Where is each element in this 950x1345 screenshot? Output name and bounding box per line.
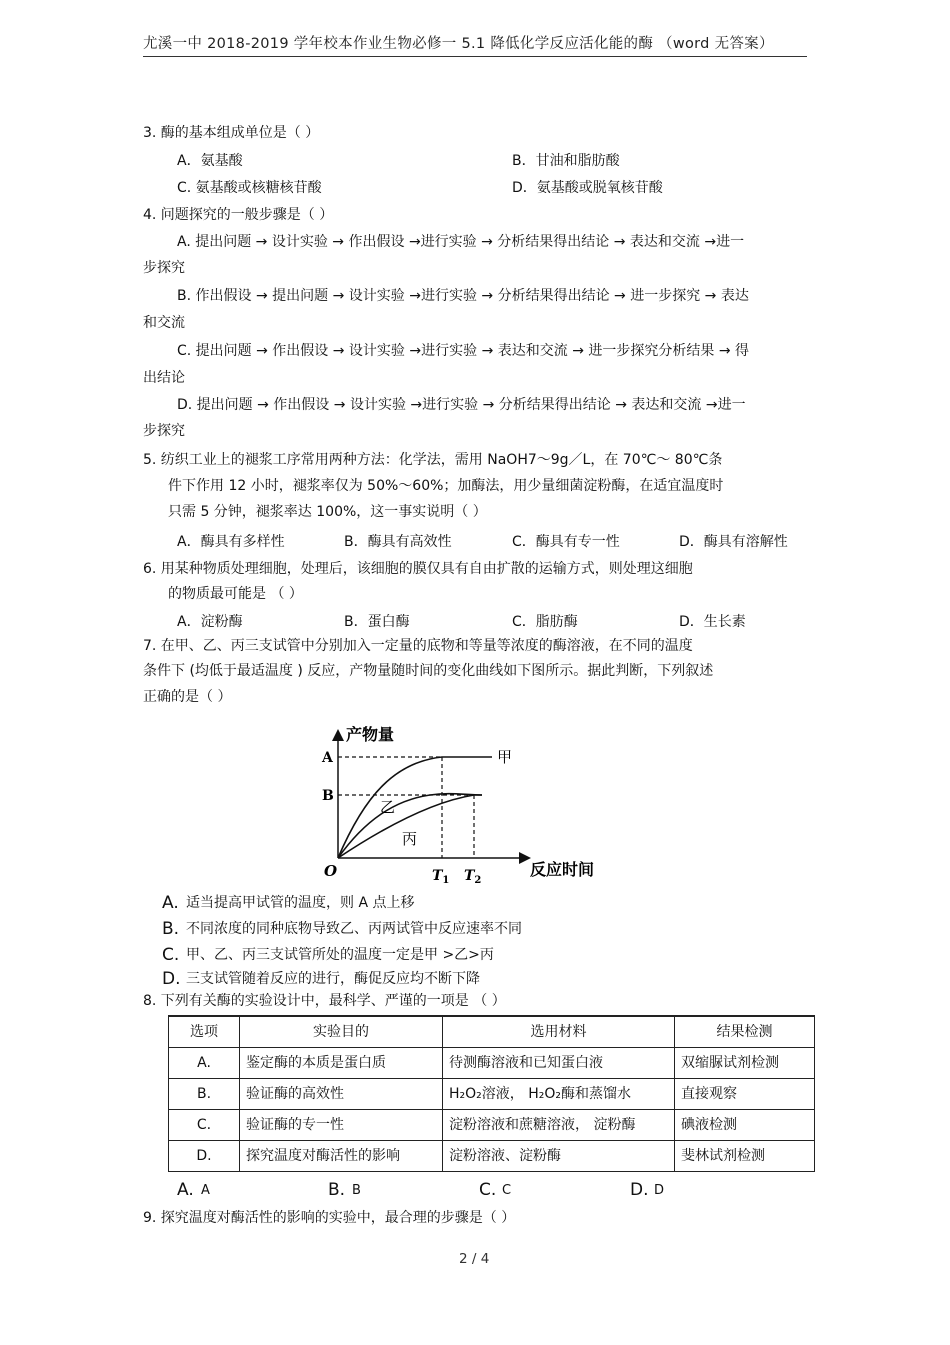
- y-mark-a: A: [322, 750, 333, 766]
- q7-chart: [310, 720, 610, 892]
- table-cell: 鉴定酶的本质是蛋白质: [240, 1048, 443, 1079]
- table-row: [169, 1079, 815, 1110]
- table-row: [169, 1048, 815, 1079]
- table-cell: 淀粉溶液、淀粉酶: [443, 1141, 675, 1172]
- x-axis-label: 反应时间: [530, 860, 595, 879]
- q8-option-c-letter: C.: [479, 1180, 497, 1200]
- q6-option-d: D．生长素: [679, 614, 746, 630]
- series-label-jia: 甲: [497, 748, 513, 766]
- q7-option-b-letter: B.: [162, 919, 180, 939]
- q8-option-b: B: [352, 1183, 361, 1198]
- table-cell: 碘液检测: [675, 1110, 815, 1141]
- page-header: 尤溪一中 2018-2019 学年校本作业生物必修一 5.1 降低化学反应活化能的酶 （word 无答案）: [143, 36, 774, 52]
- table-cell: 待测酶溶液和已知蛋白液: [443, 1048, 675, 1079]
- q4-option-c-cont: 出结论: [143, 370, 185, 386]
- series-label-yi: 乙: [380, 798, 396, 816]
- q4-stem: 4. 问题探究的一般步骤是（ ）: [143, 207, 334, 223]
- q5-line-3: 只需 5 分钟，褪浆率达 100%，这一事实说明（ ）: [168, 504, 487, 520]
- q5-line-2: 件下作用 12 小时，褪浆率仅为 50%～60%；加酶法，用少量细菌淀粉酶，在适宜温度时: [168, 478, 724, 494]
- q3-stem: 3. 酶的基本组成单位是（ ）: [143, 125, 320, 141]
- page-number: 2 / 4: [459, 1251, 490, 1267]
- table-cell: 验证酶的高效性: [240, 1079, 443, 1110]
- q4-option-c: C. 提出问题 → 作出假设 → 设计实验 →进行实验 → 表达和交流 → 进一步探究分析结果 → 得: [177, 343, 750, 359]
- q4-option-a: A. 提出问题 → 设计实验 → 作出假设 →进行实验 → 分析结果得出结论 → 表达和交流 →进一: [177, 234, 745, 250]
- q7-option-a-letter: A.: [162, 893, 179, 913]
- q6-option-a: A．淀粉酶: [177, 614, 243, 630]
- q3-option-b: B．甘油和脂肪酸: [512, 153, 620, 169]
- q9-stem: 9. 探究温度对酶活性的影响的实验中，最合理的步骤是（ ）: [143, 1210, 516, 1226]
- q5-option-a: A．酶具有多样性: [177, 534, 285, 550]
- x-mark-t1: $T_1$: [432, 868, 450, 886]
- q6-option-b: B．蛋白酶: [344, 614, 410, 630]
- q6-line-1: 6. 用某种物质处理细胞，处理后，该细胞的膜仅具有自由扩散的运输方式，则处理这细胞: [143, 561, 693, 577]
- table-cell: 斐林试剂检测: [675, 1141, 815, 1172]
- table-cell: D.: [169, 1141, 240, 1172]
- q4-option-d: D. 提出问题 → 作出假设 → 设计实验 →进行实验 → 分析结果得出结论 → 表达和交流 →进一: [177, 397, 746, 413]
- q3-option-d: D．氨基酸或脱氧核苷酸: [512, 180, 663, 196]
- q7-option-d-letter: D.: [162, 969, 181, 989]
- q8-option-b-letter: B.: [328, 1180, 346, 1200]
- table-header: 实验目的: [240, 1016, 443, 1048]
- q6-line-2: 的物质最可能是 （ ）: [168, 586, 303, 602]
- q4-option-d-cont: 步探究: [143, 423, 185, 439]
- table-cell: H₂O₂溶液， H₂O₂酶和蒸馏水: [443, 1079, 675, 1110]
- table-row: [169, 1141, 815, 1172]
- q8-option-a-letter: A.: [177, 1180, 194, 1200]
- q3-option-c: C. 氨基酸或核糖核苷酸: [177, 180, 322, 196]
- q4-option-a-cont: 步探究: [143, 260, 185, 276]
- q8-option-c: C: [502, 1183, 512, 1198]
- q7-line-2: 条件下 (均低于最适温度 ) 反应，产物量随时间的变化曲线如下图所示。据此判断，下列叙述: [143, 663, 714, 679]
- origin-label: O: [324, 862, 338, 880]
- table-header: 选项: [169, 1016, 240, 1048]
- q4-option-b: B. 作出假设 → 提出问题 → 设计实验 →进行实验 → 分析结果得出结论 → 进一步探究 → 表达: [177, 288, 749, 304]
- header-rule: [143, 56, 807, 57]
- q6-option-c: C．脂肪酶: [512, 614, 578, 630]
- q8-stem: 8. 下列有关酶的实验设计中，最科学、严谨的一项是 （ ）: [143, 993, 506, 1009]
- curve-yi: [338, 794, 482, 858]
- table-header-row: [169, 1016, 815, 1048]
- q5-option-d: D．酶具有溶解性: [679, 534, 788, 550]
- table-header: 选用材料: [443, 1016, 675, 1048]
- curve-bing: [338, 795, 482, 858]
- q8-option-d: D: [654, 1183, 665, 1198]
- x-mark-t2: $T_2$: [464, 868, 482, 886]
- series-label-bing: 丙: [402, 830, 418, 848]
- q5-line-1: 5. 纺织工业上的褪浆工序常用两种方法：化学法，需用 NaOH7～9g／L，在 70℃～ 80℃条: [143, 452, 723, 468]
- q7-option-a: 适当提高甲试管的温度，则 A 点上移: [186, 895, 415, 911]
- table-cell: 验证酶的专一性: [240, 1110, 443, 1141]
- q7-line-1: 7. 在甲、乙、丙三支试管中分别加入一定量的底物和等量等浓度的酶溶液，在不同的温度: [143, 638, 693, 654]
- q8-table: [168, 1015, 815, 1172]
- q7-option-c-letter: C.: [162, 945, 180, 965]
- y-mark-b: B: [322, 788, 334, 804]
- q3-option-a: A．氨基酸: [177, 153, 243, 169]
- q7-option-d: 三支试管随着反应的进行，酶促反应均不断下降: [186, 971, 480, 987]
- q5-option-b: B．酶具有高效性: [344, 534, 452, 550]
- q8-option-a: A: [201, 1183, 210, 1198]
- table-cell: A.: [169, 1048, 240, 1079]
- q7-line-3: 正确的是（ ）: [143, 689, 232, 705]
- q5-option-c: C．酶具有专一性: [512, 534, 620, 550]
- table-cell: 直接观察: [675, 1079, 815, 1110]
- table-cell: 探究温度对酶活性的影响: [240, 1141, 443, 1172]
- table-cell: B.: [169, 1079, 240, 1110]
- y-axis-label: 产物量: [346, 725, 395, 744]
- table-cell: C.: [169, 1110, 240, 1141]
- q7-option-b: 不同浓度的同种底物导致乙、丙两试管中反应速率不同: [186, 921, 522, 937]
- table-cell: 淀粉溶液和蔗糖溶液， 淀粉酶: [443, 1110, 675, 1141]
- table-cell: 双缩脲试剂检测: [675, 1048, 815, 1079]
- q8-option-d-letter: D.: [630, 1180, 649, 1200]
- table-row: [169, 1110, 815, 1141]
- table-header: 结果检测: [675, 1016, 815, 1048]
- q4-option-b-cont: 和交流: [143, 315, 185, 331]
- q7-option-c: 甲、乙、丙三支试管所处的温度一定是甲 >乙>丙: [186, 947, 494, 963]
